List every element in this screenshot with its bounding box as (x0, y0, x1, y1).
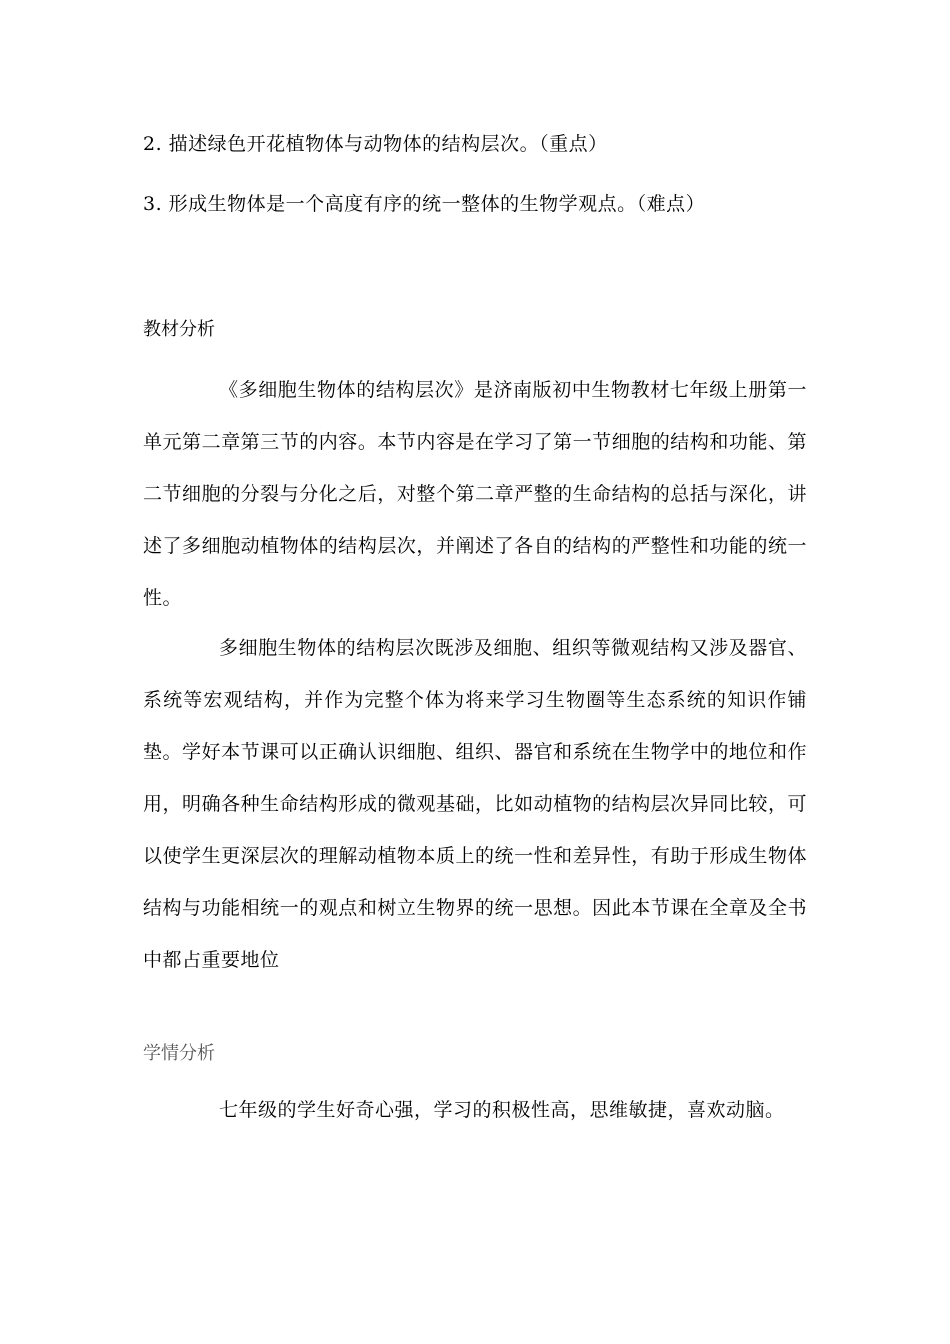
learner-analysis-paragraph-1: 七年级的学生好奇心强，学习的积极性高，思维敏捷，喜欢动脑。 (219, 1099, 785, 1121)
objective-item-2: 2. 描述绿色开花植物体与动物体的结构层次。（重点） (143, 133, 608, 155)
section-heading-learner-analysis: 学情分析 (143, 1043, 215, 1064)
section-heading-textbook-analysis: 教材分析 (143, 319, 215, 340)
textbook-analysis-paragraph-2: 多细胞生物体的结构层次既涉及细胞、组织等微观结构又涉及器官、系统等宏观结构，并作为完整个体为将来学习生物圈等生态系统的知识作铺垫。学好本节课可以正确认识细胞、组织、器官和系统在生物学中的地位和作用，明确各种生命结构形成的微观基础，比如动植物的结构层次异同比较，可以使学生更深层次的理解动植物本质上的统一性和差异性，有助于形成生物体结构与功能相统一的观点和树立生物界的统一思想。因此本节课在全章及全书中都占重要地位 (143, 637, 807, 971)
textbook-analysis-paragraph-1: 《多细胞生物体的结构层次》是济南版初中生物教材七年级上册第一单元第二章第三节的内容。本节内容是在学习了第一节细胞的结构和功能、第二节细胞的分裂与分化之后，对整个第二章严整的生命结构的总括与深化，讲述了多细胞动植物体的结构层次，并阐述了各自的结构的严整性和功能的统一性。 (143, 379, 807, 609)
objective-item-3: 3. 形成生物体是一个高度有序的统一整体的生物学观点。（难点） (143, 193, 706, 215)
